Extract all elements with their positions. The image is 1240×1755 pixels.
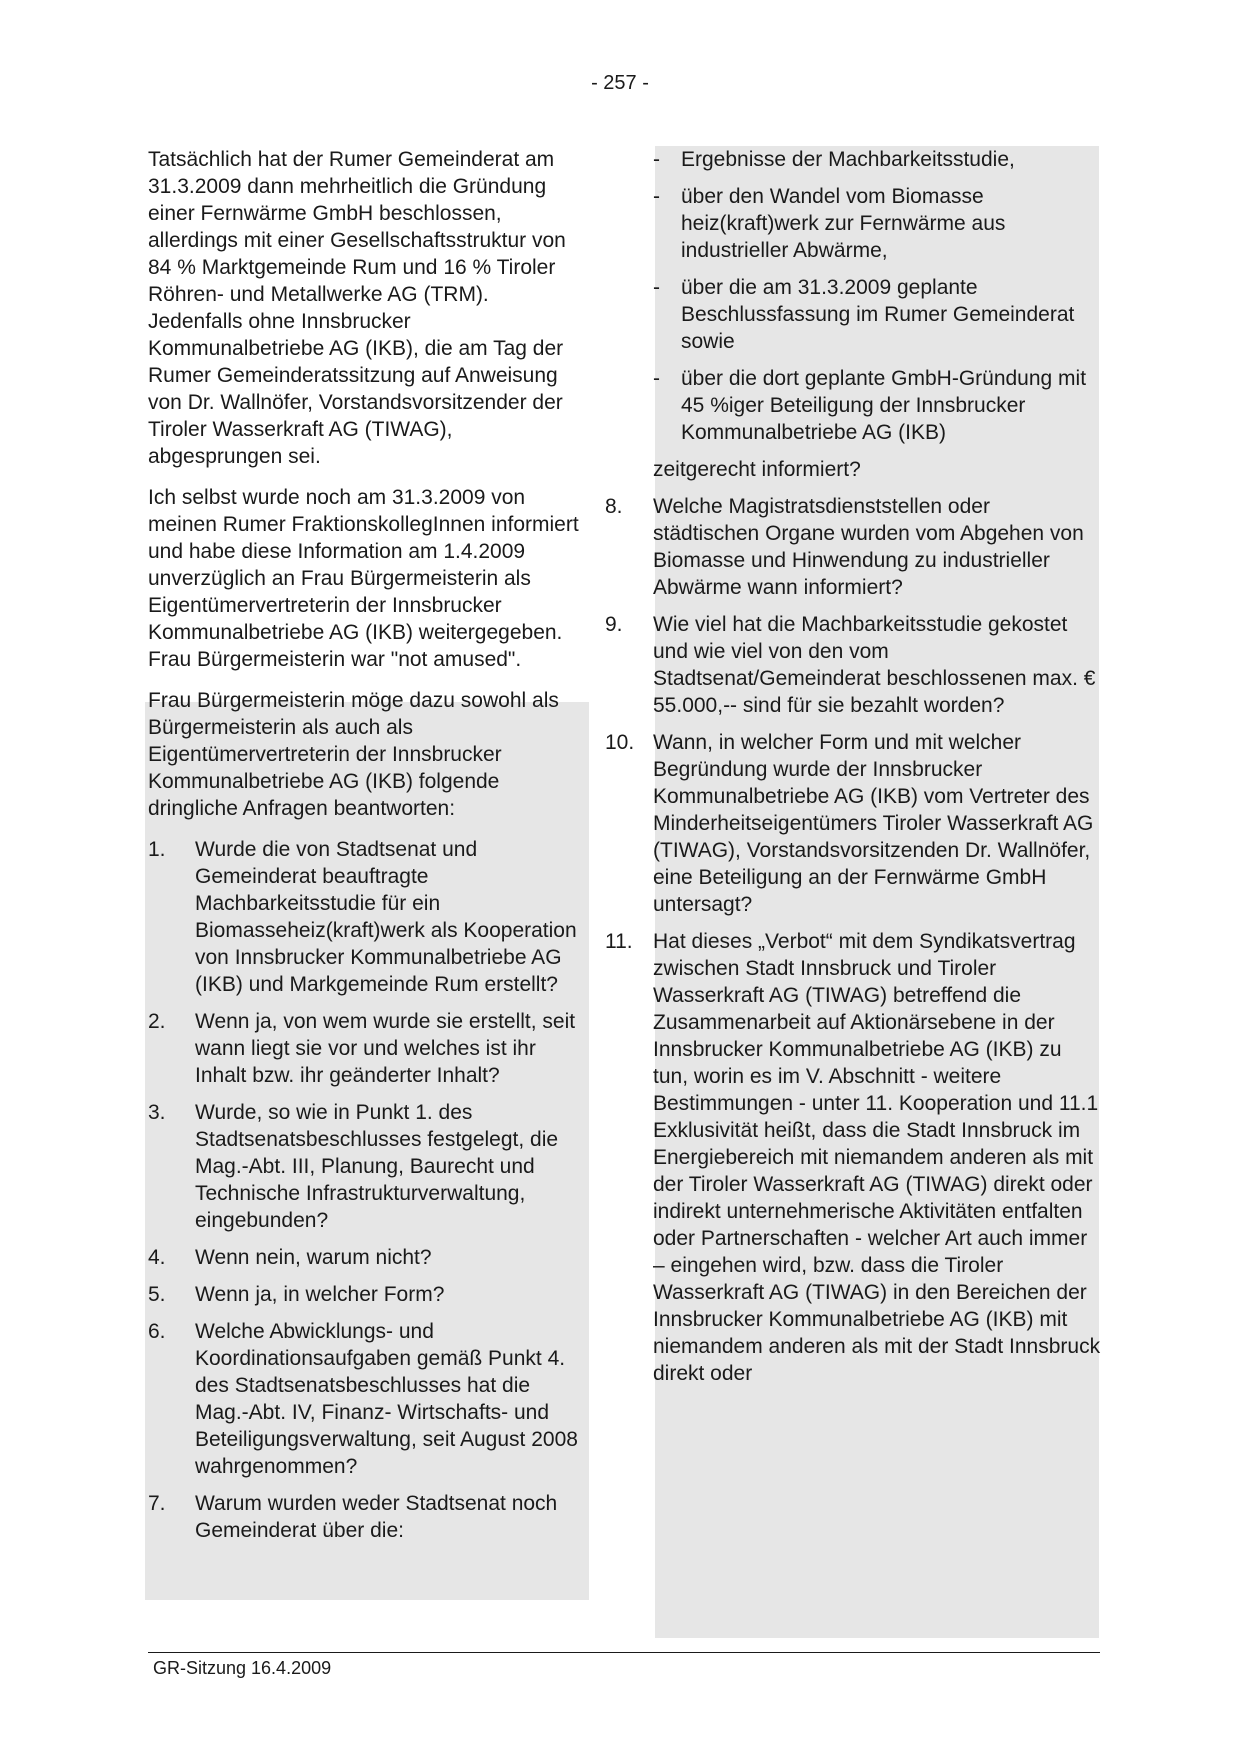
- list-item: 6. Welche Abwicklungs- und Koordinationsaufgaben gemäß Punkt 4. des Stadtsenatsbeschlusses hat die Mag.-Abt. IV, Finanz- Wirtschafts- und Beteiligungsverwaltung, seit August 2008 wahrgenommen?: [148, 1320, 578, 1478]
- list-item: 11. Hat dieses „Verbot“ mit dem Syndikatsvertrag zwischen Stadt Innsbruck und Tiroler Wasserkraft AG (TIWAG) betreffend die Zusammenarbeit auf Aktionärsebene in der Innsbrucker Kommunalbetriebe AG (IKB) zu tun, worin es im V. Abschnitt - weitere Bestimmungen - unter 11. Kooperation und 11.1 Exklusivität heißt, dass die Stadt Innsbruck im Energiebereich mit niemandem anderen als mit der Tiroler Wasserkraft AG (TIWAG) direkt oder indirekt unternehmerische Aktivitäten entfalten oder Partnerschaften - welcher Art auch immer – eingehen wird, bzw. dass die Tiroler Wasserkraft AG (TIWAG) in den Bereichen der Innsbrucker Kommunalbetriebe AG (IKB) mit niemandem anderen als mit der Stadt Innsbruck direkt oder: [605, 930, 1101, 1385]
- right-column: [605, 146, 1101, 1397]
- list-item: 5. Wenn ja, in welcher Form?: [148, 1283, 445, 1306]
- dash-item: - über die am 31.3.2009 geplante Beschlussfassung im Rumer Gemeinderat sowie: [653, 276, 1075, 353]
- left-column: [148, 146, 588, 1554]
- question-list-left: [148, 836, 588, 1554]
- dash-item: - über den Wandel vom Biomasse heiz(kraft)werk zur Fernwärme aus industrieller Abwärme,: [653, 185, 1006, 262]
- dash-item: - über die dort geplante GmbH-Gründung mit 45 %iger Beteiligung der Innsbrucker Kommunalbetriebe AG (IKB): [653, 367, 1087, 444]
- paragraph-2: Ich selbst wurde noch am 31.3.2009 von meinen Rumer FraktionskollegInnen informiert und habe diese Information am 1.4.2009 unverzüglich an Frau Bürgermeisterin als Eigentümervertreterin der Innsbrucker Kommunalbetriebe AG (IKB) weitergegeben. Frau Bürgermeisterin war "not amused".: [148, 486, 579, 671]
- list-item: 2. Wenn ja, von wem wurde sie erstellt, seit wann liegt sie vor und welches ist ihr Inhalt bzw. ihr geänderter Inhalt?: [148, 1010, 576, 1087]
- dash-list-tail: zeitgerecht informiert?: [653, 458, 861, 481]
- list-item: 8. Welche Magistratsdienststellen oder städtischen Organe wurden vom Abgehen von Biomasse und Hinwendung zu industrieller Abwärme wann informiert?: [605, 495, 1084, 599]
- footer-divider: [148, 1652, 1100, 1653]
- list-item: 4. Wenn nein, warum nicht?: [148, 1246, 432, 1269]
- list-item: 9. Wie viel hat die Machbarkeitsstudie gekostet und wie viel von den vom Stadtsenat/Gemeinderat beschlossenen max. € 55.000,-- sind für sie bezahlt worden?: [605, 613, 1096, 717]
- dash-item: - Ergebnisse der Machbarkeitsstudie,: [653, 148, 1015, 171]
- page-number: - 257 -: [591, 72, 649, 94]
- question-list-right: [605, 493, 1101, 1397]
- list-item: 1. Wurde die von Stadtsenat und Gemeinderat beauftragte Machbarkeitsstudie für ein Biomasseheiz(kraft)werk als Kooperation von Innsbrucker Kommunalbetriebe AG (IKB) und Markgemeinde Rum erstellt?: [148, 838, 577, 996]
- footer-text: GR-Sitzung 16.4.2009: [153, 1658, 332, 1678]
- list-item: 7. Warum wurden weder Stadtsenat noch Gemeinderat über die:: [148, 1492, 558, 1542]
- paragraph-1: Tatsächlich hat der Rumer Gemeinderat am 31.3.2009 dann mehrheitlich die Gründung einer Fernwärme GmbH beschlossen, allerdings mit einer Gesellschaftsstruktur von 84 % Marktgemeinde Rum und 16 % Tiroler Röhren- und Metallwerke AG (TRM). Jedenfalls ohne Innsbrucker Kommunalbetriebe AG (IKB), die am Tag der Rumer Gemeinderatssitzung auf Anweisung von Dr. Wallnöfer, Vorstandsvorsitzender der Tiroler Wasserkraft AG (TIWAG), abgesprungen sei.: [148, 148, 566, 468]
- list-item: 3. Wurde, so wie in Punkt 1. des Stadtsenatsbeschlusses festgelegt, die Mag.-Abt. III, Planung, Baurecht und Technische Infrastrukturverwaltung, eingebunden?: [148, 1101, 559, 1232]
- list-item: 10. Wann, in welcher Form und mit welcher Begründung wurde der Innsbrucker Kommunalbetriebe AG (IKB) vom Vertreter des Minderheitseigentümers Tiroler Wasserkraft AG (TIWAG), Vorstandsvorsitzenden Dr. Wallnöfer, eine Beteiligung an der Fernwärme GmbH untersagt?: [605, 731, 1094, 916]
- paragraph-3: Frau Bürgermeisterin möge dazu sowohl als Bürgermeisterin als auch als Eigentümervertreterin der Innsbrucker Kommunalbetriebe AG (IKB) folgende dringliche Anfragen beantworten:: [148, 689, 559, 820]
